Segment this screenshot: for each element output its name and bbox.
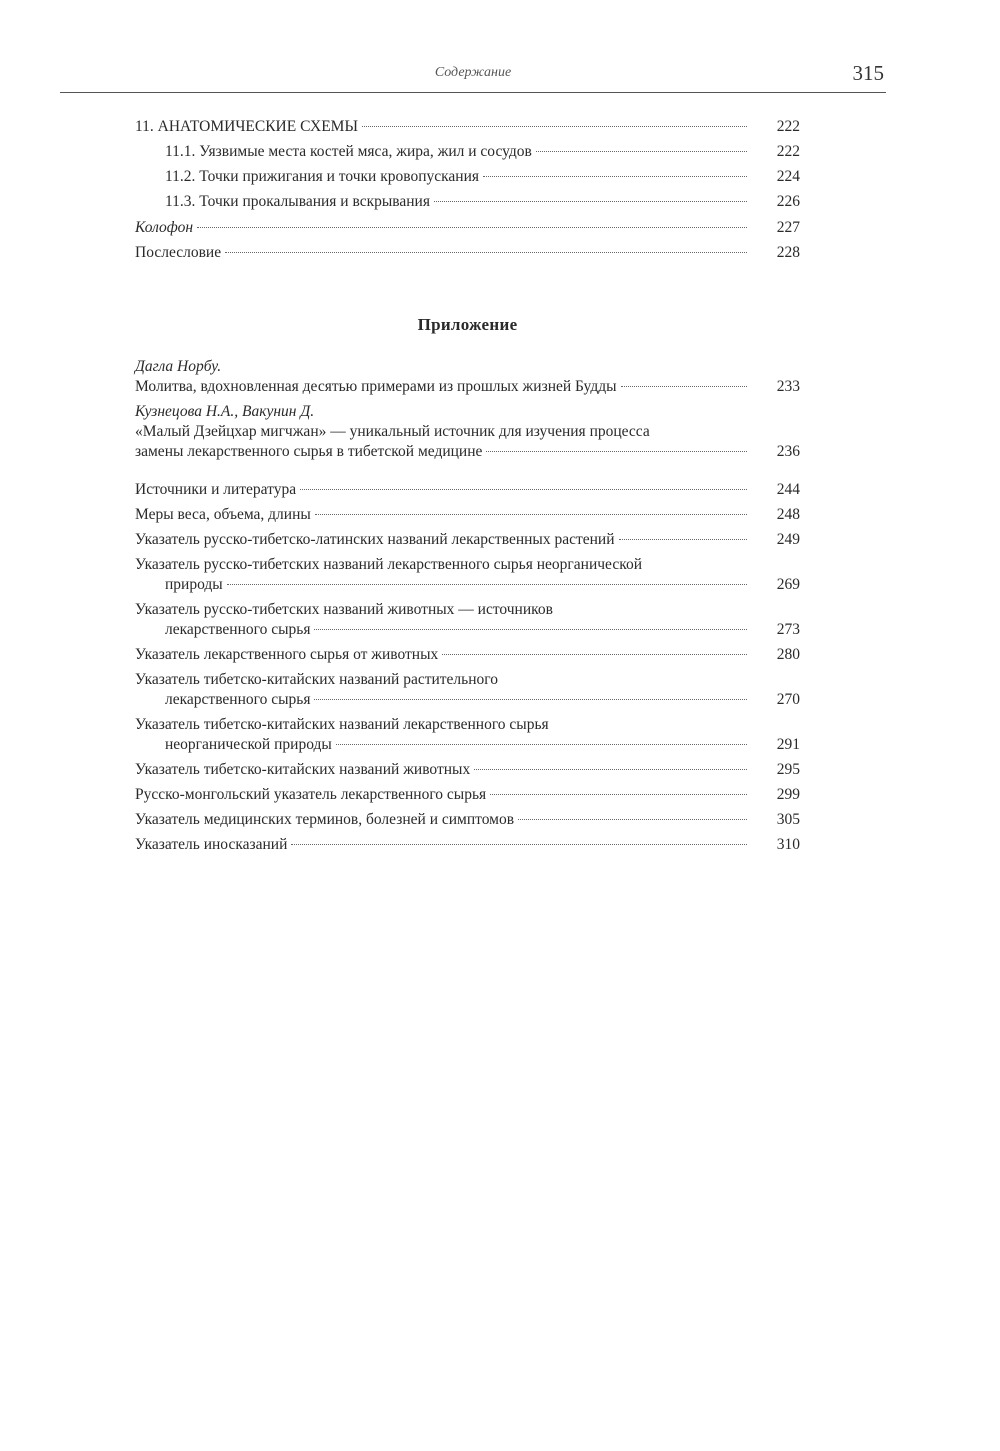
table-of-contents — [135, 117, 800, 860]
index-entry — [135, 785, 800, 805]
index-entry-label: Меры веса, объема, длины — [135, 506, 311, 523]
index-entry-label: Указатель тибетско-китайских названий животных — [135, 761, 471, 778]
article-title-line — [135, 377, 800, 397]
toc-entry-page: 224 — [776, 168, 800, 185]
dot-leader — [490, 794, 747, 795]
index-entry-label: Указатель медицинских терминов, болезней и симптомов — [135, 811, 515, 828]
index-entry-page: 305 — [776, 811, 800, 828]
dot-leader — [300, 489, 747, 490]
index-entry — [135, 555, 800, 595]
index-entry-page: 291 — [776, 736, 800, 753]
index-entry-line — [135, 575, 800, 595]
dot-leader — [483, 176, 747, 177]
dot-leader — [314, 699, 747, 700]
appendix-article — [135, 402, 800, 462]
index-entry-page: 273 — [776, 621, 800, 638]
index-entry-label: Указатель тибетско-китайских названий растительного — [135, 671, 498, 688]
dot-leader — [336, 744, 747, 745]
toc-entry-11-2 — [135, 167, 800, 187]
index-entry-page: 280 — [776, 646, 800, 663]
article-author: Кузнецова Н.А., Вакунин Д. — [135, 403, 315, 420]
index-entry — [135, 670, 800, 710]
article-title: Молитва, вдохновленная десятью примерами из прошлых жизней Будды — [135, 378, 617, 395]
toc-entry-11-3 — [135, 192, 800, 212]
toc-entry-label: 11. АНАТОМИЧЕСКИЕ СХЕМЫ — [135, 118, 358, 135]
index-entry — [135, 600, 800, 640]
article-title-continued: замены лекарственного сырья в тибетской медицине — [135, 443, 483, 460]
dot-leader — [442, 654, 747, 655]
dot-leader — [434, 201, 747, 202]
index-entry-label: Указатель лекарственного сырья от животных — [135, 646, 439, 663]
toc-entry-label: 11.1. Уязвимые места костей мяса, жира, жил и сосудов — [165, 143, 532, 160]
index-entry-page: 270 — [776, 691, 800, 708]
toc-entry-label: 11.2. Точки прижигания и точки кровопускания — [165, 168, 480, 185]
article-page: 236 — [776, 443, 800, 460]
index-entry-label: Указатель иносказаний — [135, 836, 288, 853]
toc-entry-page: 226 — [776, 193, 800, 210]
article-author: Дагла Норбу. — [135, 358, 222, 375]
dot-leader — [536, 151, 747, 152]
dot-leader — [621, 386, 747, 387]
toc-entry-afterword — [135, 243, 800, 263]
dot-leader — [227, 584, 747, 585]
index-entry — [135, 505, 800, 525]
index-entry — [135, 835, 800, 855]
page-number: 315 — [852, 61, 884, 85]
dot-leader — [474, 769, 747, 770]
index-entry-page: 299 — [776, 786, 800, 803]
appendix-title: Приложение — [417, 315, 518, 334]
toc-entry-label: Колофон — [135, 219, 194, 236]
index-entry — [135, 715, 800, 755]
index-entry-page: 248 — [776, 506, 800, 523]
index-entry-line — [135, 690, 800, 710]
index-entry-label: Указатель тибетско-китайских названий лекарственного сырья — [135, 716, 549, 733]
index-entry-label: Указатель русско-тибетско-латинских названий лекарственных растений — [135, 531, 615, 548]
index-entry — [135, 645, 800, 665]
index-entry-label-continued: лекарственного сырья — [165, 621, 311, 638]
index-entry-label-continued: природы — [165, 576, 223, 593]
dot-leader — [362, 126, 747, 127]
index-entry-label: Русско-монгольский указатель лекарственного сырья — [135, 786, 487, 803]
dot-leader — [291, 844, 747, 845]
toc-entry-chapter-11 — [135, 117, 800, 137]
index-entry-label: Указатель русско-тибетских названий лекарственного сырья неорганической — [135, 556, 642, 573]
dot-leader — [486, 451, 747, 452]
index-entry-label: Источники и литература — [135, 481, 297, 498]
index-entry-label-continued: лекарственного сырья — [165, 691, 311, 708]
toc-entry-page: 228 — [776, 244, 800, 261]
article-page: 233 — [776, 378, 800, 395]
index-entry-page: 249 — [776, 531, 800, 548]
index-entry-line — [135, 735, 800, 755]
dot-leader — [225, 252, 747, 253]
toc-entry-label: Послесловие — [135, 244, 222, 261]
appendix-article — [135, 357, 800, 397]
toc-entry-page: 222 — [776, 118, 800, 135]
toc-entry-colophon — [135, 218, 800, 238]
toc-entry-11-1 — [135, 142, 800, 162]
dot-leader — [518, 819, 747, 820]
article-title-line — [135, 442, 800, 462]
dot-leader — [315, 514, 747, 515]
toc-entry-label: 11.3. Точки прокалывания и вскрывания — [165, 193, 430, 210]
index-entry — [135, 480, 800, 500]
index-entry-page: 310 — [776, 836, 800, 853]
index-entry — [135, 530, 800, 550]
dot-leader — [197, 227, 747, 228]
article-title: «Малый Дзейцхар мигчжан» — уникальный источник для изучения процесса — [135, 423, 650, 440]
index-entry — [135, 760, 800, 780]
index-entry-label-continued: неорганической природы — [165, 736, 332, 753]
index-entry — [135, 810, 800, 830]
index-entry-page: 269 — [776, 576, 800, 593]
index-entry-label: Указатель русско-тибетских названий животных — источников — [135, 601, 553, 618]
running-head — [60, 58, 886, 93]
dot-leader — [619, 539, 748, 540]
index-entry-page: 244 — [776, 481, 800, 498]
index-entry-line — [135, 620, 800, 640]
index-entry-page: 295 — [776, 761, 800, 778]
toc-entry-page: 227 — [776, 219, 800, 236]
dot-leader — [314, 629, 747, 630]
running-title: Содержание — [434, 65, 512, 80]
toc-entry-page: 222 — [776, 143, 800, 160]
